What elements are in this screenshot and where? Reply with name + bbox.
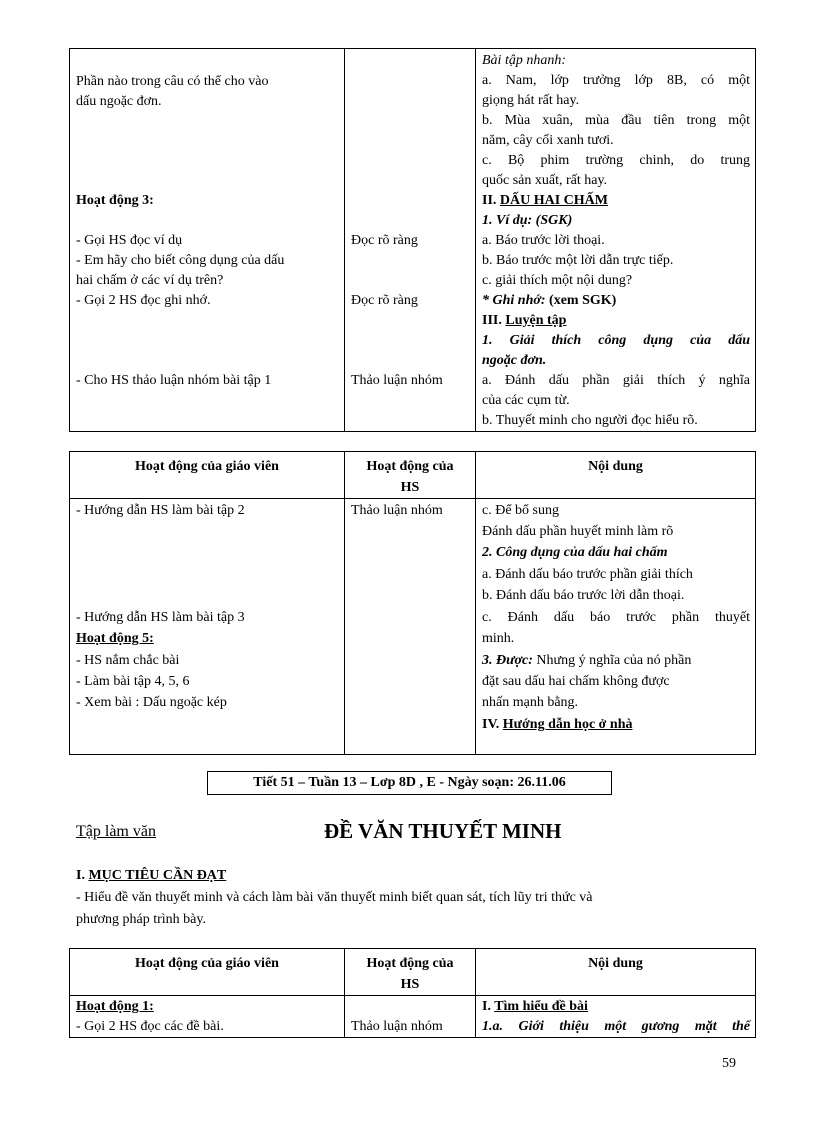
header-teacher: [70, 452, 345, 499]
note-line: * Ghi nhớ: (xem SGK): [482, 293, 617, 308]
student-activity: Đọc rõ ràng: [351, 293, 418, 308]
question-line: Phần nào trong câu có thể cho vào: [76, 74, 269, 89]
goal-line: phương pháp trình bày.: [76, 912, 206, 927]
activity-line: - Xem bài : Dấu ngoặc kép: [76, 695, 227, 710]
subject-label: Tập làm văn: [76, 823, 156, 840]
content-line: 3. Được: Nhưng ý nghĩa của nó phần: [482, 653, 692, 668]
activity-line: - Làm bài tập 4, 5, 6: [76, 674, 190, 689]
content-cell: [476, 499, 756, 755]
content-line: a. Đánh dấu phần giải thích ý nghĩa: [482, 373, 750, 388]
student-activity: Thảo luận nhóm: [351, 373, 443, 388]
section-heading: I. Tìm hiểu đề bài: [482, 999, 588, 1014]
lesson-table-2: [69, 451, 756, 755]
content-line: b. Mùa xuân, mùa đầu tiên trong một: [482, 113, 750, 128]
content-line: giọng hát rất hay.: [482, 93, 580, 108]
student-activity: Đọc rõ ràng: [351, 233, 418, 248]
teacher-activity-cell: [70, 499, 345, 755]
activity-line: - HS nắm chắc bài: [76, 653, 180, 668]
content-line: a. Nam, lớp trưởng lớp 8B, có một: [482, 73, 750, 88]
activity-line: - Hướng dẫn HS làm bài tập 2: [76, 503, 245, 518]
exercise-heading: ngoặc đơn.: [482, 353, 547, 368]
activity-line: - Cho HS thảo luận nhóm bài tập 1: [76, 373, 272, 388]
student-activity-cell: [345, 499, 476, 755]
lesson-table-1: [69, 48, 756, 432]
example-heading: 1. Ví dụ: (SGK): [482, 213, 573, 228]
header-label: Hoạt động của HS: [366, 956, 454, 992]
header-content: [476, 949, 756, 996]
student-activity: Thảo luận nhóm: [351, 1019, 443, 1034]
student-activity-cell: [345, 49, 476, 432]
content-line: 1.a. Giới thiệu một gương mặt thể: [482, 1019, 750, 1034]
activity-line: hai chấm ở các ví dụ trên?: [76, 273, 224, 288]
exercise-heading: 1. Giải thích công dụng của dấu: [482, 333, 750, 348]
header-label: Hoạt động của HS: [366, 459, 454, 495]
activity-line: - Gọi 2 HS đọc ghi nhớ.: [76, 293, 211, 308]
content-line: c. Bộ phim trường chinh, do trung: [482, 153, 750, 168]
header-student: [345, 949, 476, 996]
content-line: b. Thuyết minh cho người đọc hiểu rõ.: [482, 413, 698, 428]
content-line: nhấn mạnh bằng.: [482, 695, 579, 710]
page-number: 59: [722, 1056, 736, 1071]
subsection-heading: 2. Công dụng của dấu hai chấm: [482, 545, 668, 560]
content-line: minh.: [482, 631, 515, 646]
activity-line: - Gọi 2 HS đọc các đề bài.: [76, 1019, 224, 1034]
header-label: Nội dung: [588, 459, 643, 474]
header-student: [345, 452, 476, 499]
section-heading: II. DẤU HAI CHẤM: [482, 193, 609, 208]
teacher-activity-cell: [70, 996, 345, 1038]
student-activity-cell: [345, 996, 476, 1038]
content-line: c. Để bổ sung: [482, 503, 559, 518]
content-cell: [476, 49, 756, 432]
lesson-table-3: [69, 948, 756, 1038]
content-line: c. giải thích một nội dung?: [482, 273, 633, 288]
activity-line: - Gọi HS đọc ví dụ: [76, 233, 183, 248]
goal-line: - Hiểu đề văn thuyết minh và cách làm bài văn thuyết minh biết quan sát, tích lũy tri thức và: [76, 890, 593, 905]
content-line: a. Đánh dấu báo trước phần giải thích: [482, 567, 693, 582]
question-line: dấu ngoặc đơn.: [76, 94, 162, 109]
header-label: Hoạt động của giáo viên: [135, 459, 279, 474]
header-label: Nội dung: [588, 956, 643, 971]
header-label: Hoạt động của giáo viên: [135, 956, 279, 971]
activity-heading: Hoạt động 5:: [76, 631, 154, 646]
quick-exercise-label: Bài tập nhanh:: [482, 53, 566, 68]
content-line: của các cụm từ.: [482, 393, 570, 408]
student-activity: Thảo luận nhóm: [351, 503, 443, 518]
content-line: a. Báo trước lời thoại.: [482, 233, 605, 248]
activity-heading: Hoạt động 3:: [76, 193, 154, 208]
content-line: năm, cây cối xanh tươi.: [482, 133, 614, 148]
content-line: Đánh dấu phần huyết minh làm rõ: [482, 524, 674, 539]
activity-heading: Hoạt động 1:: [76, 999, 154, 1014]
teacher-activity-cell: [70, 49, 345, 432]
activity-line: - Em hãy cho biết công dụng của dấu: [76, 253, 285, 268]
header-teacher: [70, 949, 345, 996]
content-line: b. Đánh dấu báo trước lời dẫn thoại.: [482, 588, 685, 603]
content-line: b. Báo trước một lời dẫn trực tiếp.: [482, 253, 674, 268]
activity-line: - Hướng dẫn HS làm bài tập 3: [76, 610, 245, 625]
section-heading: IV. Hướng dẫn học ở nhà: [482, 717, 633, 732]
goal-heading: I. MỤC TIÊU CẦN ĐẠT: [76, 868, 227, 883]
content-line: quốc sản xuất, rất hay.: [482, 173, 608, 188]
page-title: ĐỀ VĂN THUYẾT MINH: [324, 819, 562, 843]
content-line: c. Đánh dấu báo trước phần thuyết: [482, 610, 750, 625]
section-heading: III. Luyện tập: [482, 313, 567, 328]
lesson-info-box: Tiết 51 – Tuần 13 – Lơp 8D , E - Ngày soạn: 26.11.06: [207, 771, 612, 795]
content-cell: [476, 996, 756, 1038]
content-line: đặt sau dấu hai chấm không được: [482, 674, 670, 689]
header-content: [476, 452, 756, 499]
